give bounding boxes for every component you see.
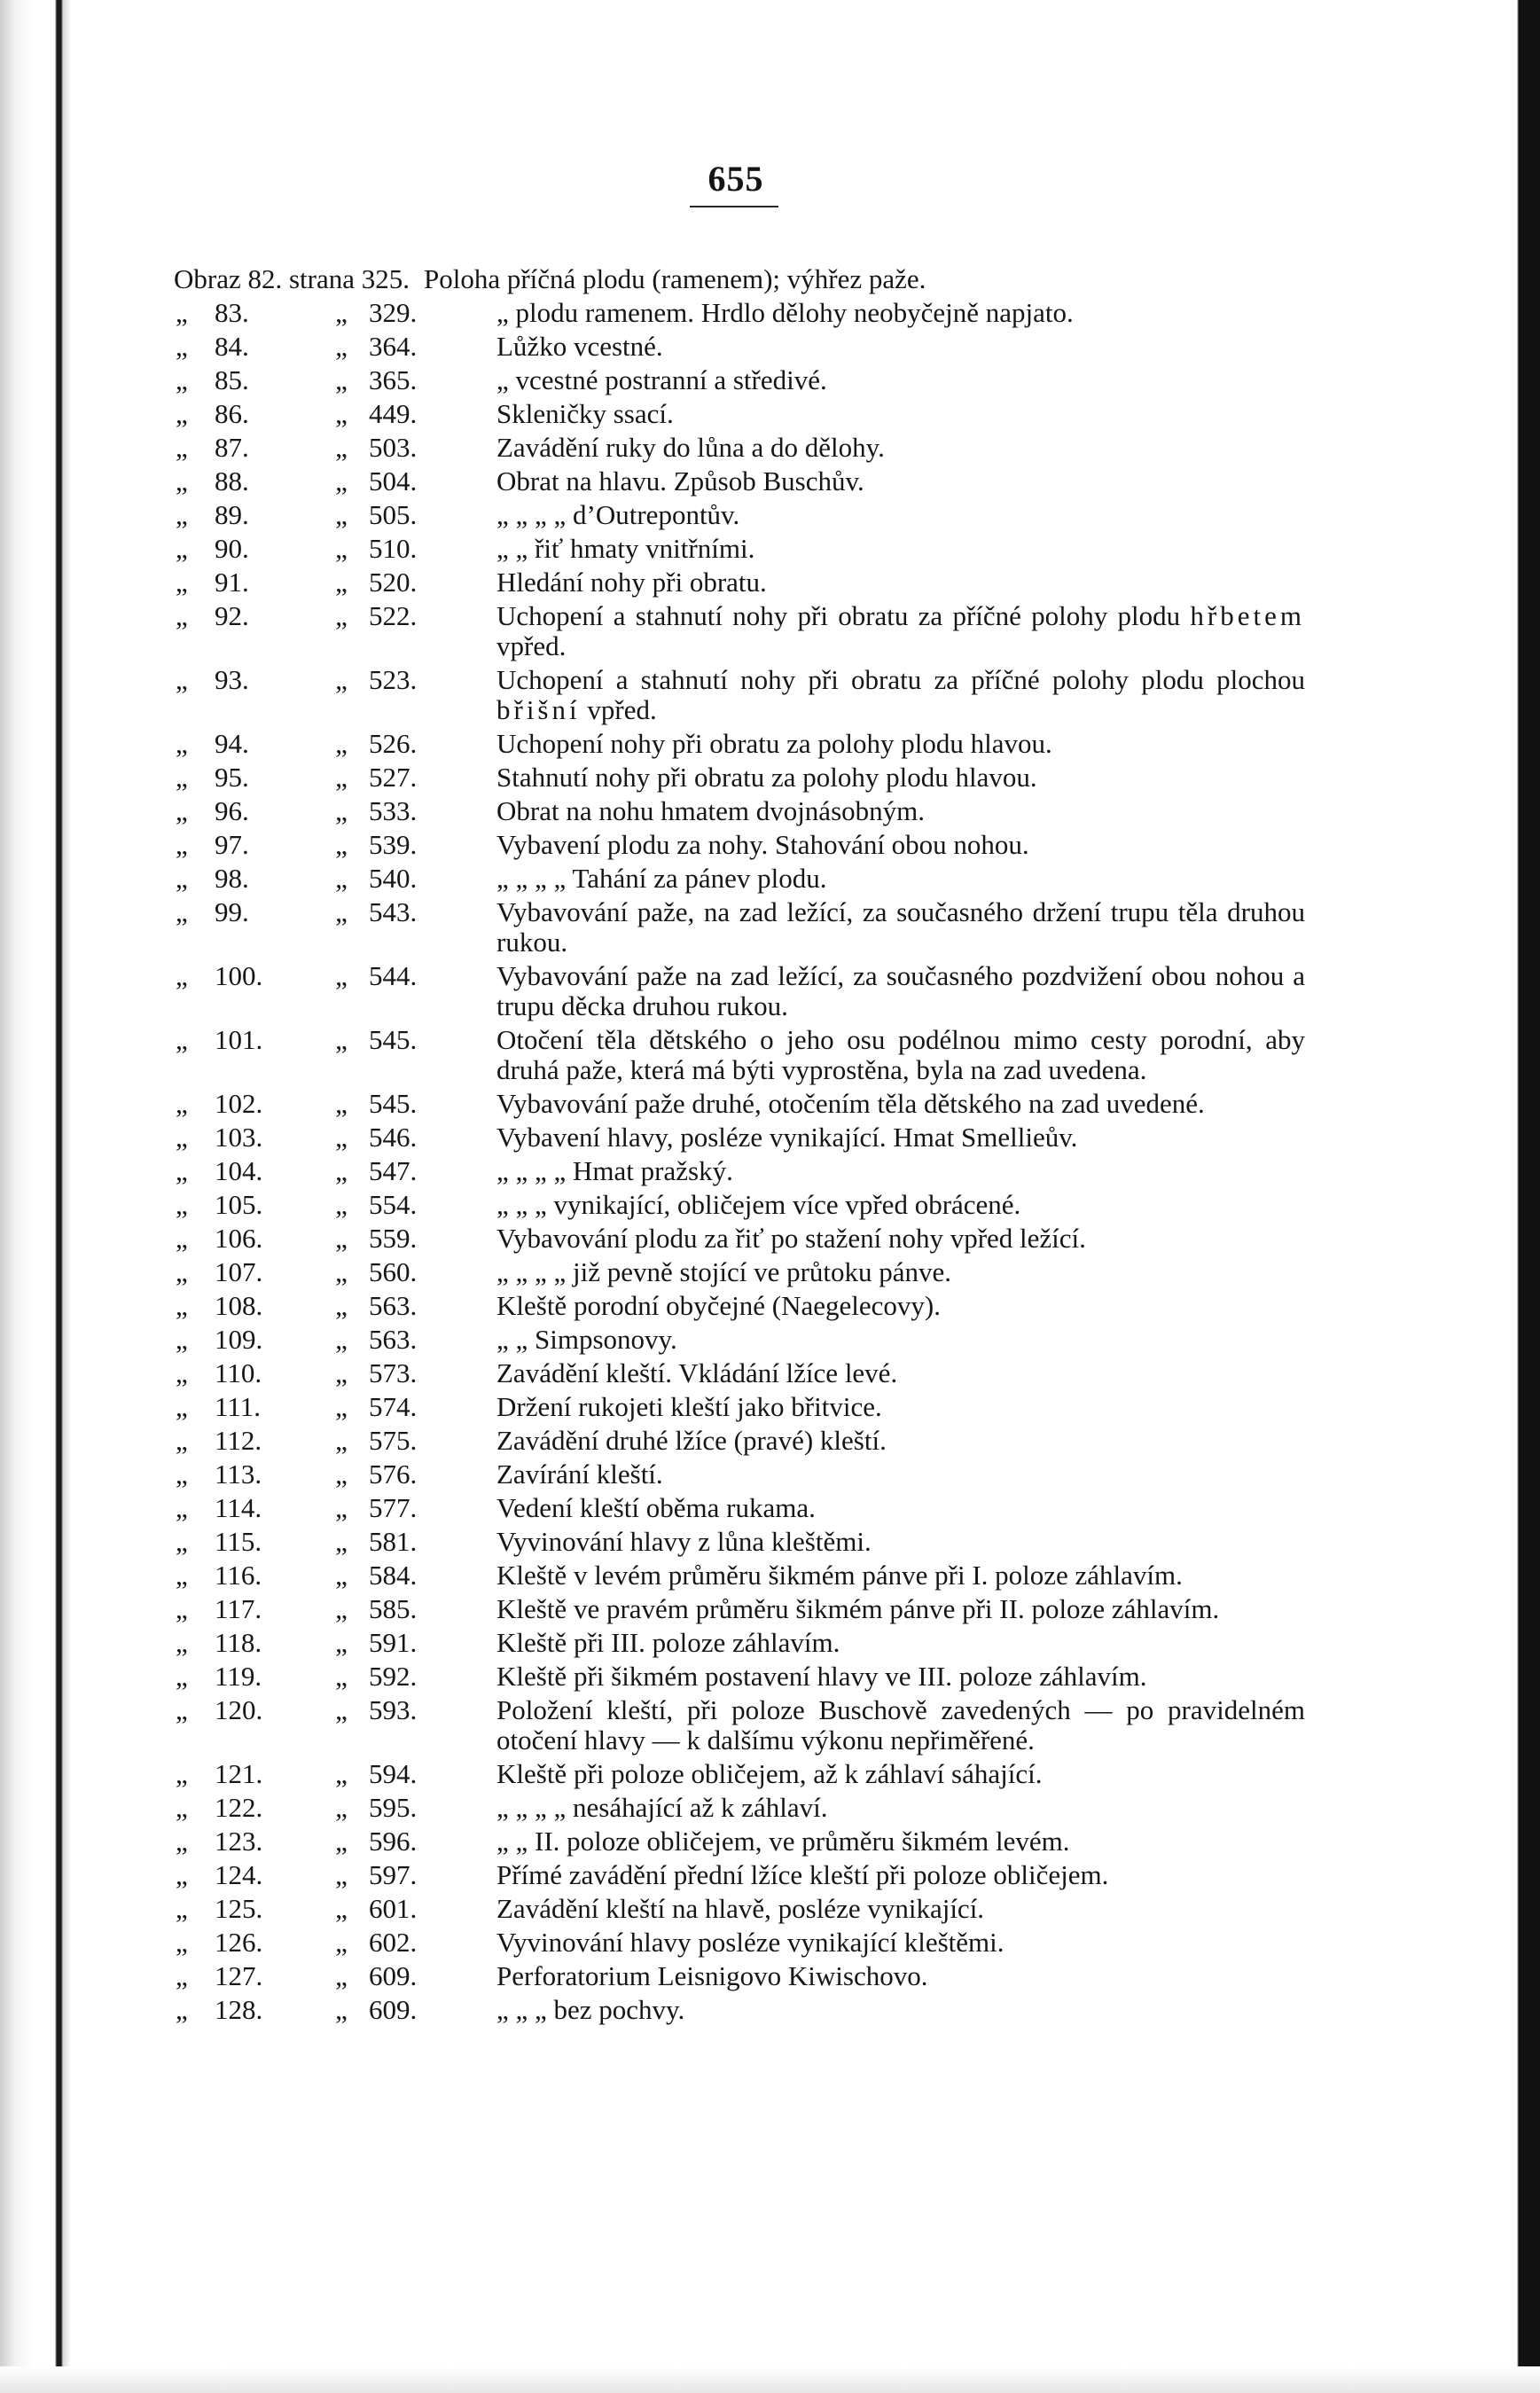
scan-bottom-edge [0,2366,1540,2393]
page-number: 655 [707,159,764,199]
figure-number: 83. [215,297,249,328]
ditto-mark: „ [176,1290,188,1321]
page-reference: 503. [369,432,418,463]
figure-entry [176,1695,1310,1756]
page-reference: 510. [369,533,418,564]
ditto-mark: „ [335,1927,348,1958]
figure-description: Vedení kleští oběma rukama. [496,1492,816,1523]
ditto-mark: „ [176,728,188,759]
page-reference: 505. [369,499,418,530]
figure-entry [176,1156,1310,1186]
ditto-mark: „ [335,1893,348,1924]
page-reference: 527. [369,762,418,793]
figure-description: Skleničky ssací. [496,398,674,429]
ditto-mark: „ [335,1960,348,1991]
figure-number: 112. [215,1425,262,1456]
figure-description: Uchopení a stahnutí nohy při obratu za příčné polohy plodu hřbetem vpřed. [496,600,1305,661]
figure-description: Kleště při poloze obličejem, až k záhlaví sáhající. [496,1758,1043,1789]
figure-description: „ „ „ „ nesáhající až k záhlaví. [496,1792,828,1823]
figure-number: 119. [215,1661,262,1692]
page-reference: 554. [369,1189,418,1220]
figure-description: „ vcestné postranní a středivé. [496,364,827,395]
page-reference: 533. [369,795,418,826]
ditto-mark: „ [176,1223,188,1254]
page-reference: 559. [369,1223,418,1254]
figure-number: 88. [215,465,249,497]
figure-number: 100. [215,960,263,991]
figure-description: Vybavování paže na zad ležící, za současného pozdvižení obou nohou a trupu děcka druhou rukou. [496,960,1305,1021]
figure-entry [176,399,1310,429]
page-reference: 576. [369,1458,418,1490]
figure-entry [176,796,1310,826]
page-reference: 539. [369,829,418,860]
figure-entry [176,830,1310,860]
ditto-mark: „ [176,600,188,631]
figure-entry [176,1594,1310,1624]
ditto-mark: „ [176,1859,188,1890]
figure-entry [176,567,1310,598]
ditto-mark: „ [335,1758,348,1789]
figure-number: 89. [215,499,249,530]
ditto-mark: „ [176,297,188,328]
ditto-mark: „ [176,664,188,695]
figure-index-list [176,264,1310,2029]
page-reference: 584. [369,1560,418,1591]
ditto-mark: „ [176,795,188,826]
figure-entry [176,1459,1310,1490]
page-reference: 547. [369,1155,418,1186]
figure-entry [176,1759,1310,1789]
figure-entry [176,1025,1310,1085]
figure-entry [176,1089,1310,1119]
figure-entry [176,1224,1310,1254]
figure-number: 98. [215,863,249,894]
figure-description: Poloha příčná plodu (ramenem); výhřez paže. [424,263,926,294]
ditto-mark: „ [335,1425,348,1456]
figure-description: „ „ Simpsonovy. [496,1324,677,1355]
ditto-mark: „ [335,465,348,497]
ditto-mark: „ [176,499,188,530]
figure-number: 115. [215,1526,262,1557]
figure-entry [176,500,1310,530]
figure-description: „ „ „ „ Tahání za pánev plodu. [496,863,827,894]
ditto-mark: „ [335,331,348,362]
figure-entry [176,665,1310,725]
ditto-mark: „ [335,728,348,759]
page-reference: 540. [369,863,418,894]
ditto-mark: „ [176,1627,188,1658]
page-reference: 365. [369,364,418,395]
ditto-mark: „ [176,1425,188,1456]
figure-entry [176,1826,1310,1857]
ditto-mark: „ [335,364,348,395]
ditto-mark: „ [335,1560,348,1591]
page-reference: 546. [369,1122,418,1153]
figure-number: 102. [215,1088,263,1119]
page-reference: 523. [369,664,418,695]
figure-number: 99. [215,896,249,927]
page-reference: 602. [369,1927,418,1958]
ditto-mark: „ [335,600,348,631]
ditto-mark: „ [335,1122,348,1153]
page-reference: 364. [369,331,418,362]
figure-description: Zavádění kleští. Vkládání lžíce levé. [496,1357,898,1388]
figure-entry [176,1793,1310,1823]
page-reference: 594. [369,1758,418,1789]
figure-entry [176,1122,1310,1153]
figure-number: 114. [215,1492,262,1523]
ditto-mark: „ [176,331,188,362]
figure-number: 103. [215,1122,263,1153]
emphasis-spaced: hřbetem [1190,600,1305,631]
ditto-mark: „ [176,1792,188,1823]
ditto-mark: „ [335,432,348,463]
ditto-mark: „ [335,795,348,826]
figure-entry [176,1560,1310,1591]
ditto-mark: „ [335,829,348,860]
figure-number: 85. [215,364,249,395]
figure-number: 110. [215,1357,262,1388]
figure-entry [176,897,1310,958]
ditto-mark: „ [176,1661,188,1692]
figure-description: Vyvinování hlavy z lůna kleštěmi. [496,1526,872,1557]
figure-number: 125. [215,1893,263,1924]
figure-number: 93. [215,664,249,695]
figure-description: Otočení těla dětského o jeho osu podélnou mimo cesty porodní, aby druhá paže, která má býti vyprostěna, byla na zad uvedena. [496,1024,1305,1085]
figure-description: Vyvinování hlavy posléze vynikající kleštěmi. [496,1927,1005,1958]
figure-description: Držení rukojeti kleští jako břitvice. [496,1391,882,1422]
ditto-mark: „ [335,1256,348,1287]
ditto-mark: „ [176,1694,188,1725]
figure-entry [176,1860,1310,1890]
page-reference: 543. [369,896,418,927]
figure-number: 116. [215,1560,262,1591]
figure-entry [176,1325,1310,1355]
figure-description: „ „ „ „ d’Outrepontův. [496,499,740,530]
emphasis-spaced: břišní [496,694,581,725]
ditto-mark: „ [176,533,188,564]
ditto-mark: „ [335,1826,348,1857]
figure-description: Vybavování plodu za řiť po stažení nohy vpřed ležící. [496,1223,1086,1254]
page-reference: 575. [369,1425,418,1456]
ditto-mark: „ [176,1560,188,1591]
page-reference: 577. [369,1492,418,1523]
figure-entry [176,1493,1310,1523]
figure-entry [176,365,1310,395]
figure-number: 128. [215,1994,263,2025]
figure-number: 104. [215,1155,263,1186]
figure-entry [176,1291,1310,1321]
figure-entry [176,729,1310,759]
figure-description: Položení kleští, při poloze Buschově zavedených — po pravidelném otočení hlavy — k dalšímu výkonu nepřiměřené. [496,1694,1305,1756]
page-reference: 585. [369,1593,418,1624]
ditto-mark: „ [176,1893,188,1924]
figure-entry [176,1995,1310,2025]
page-reference: 595. [369,1792,418,1823]
page-reference: 560. [369,1256,418,1287]
figure-entry [174,264,1310,294]
figure-number: 126. [215,1927,263,1958]
ditto-mark: „ [335,398,348,429]
figure-description: Vybavení hlavy, posléze vynikající. Hmat Smellieův. [496,1122,1078,1153]
ditto-mark: „ [335,1088,348,1119]
figure-number: 101. [215,1024,263,1055]
ditto-mark: „ [176,432,188,463]
figure-number: 90. [215,533,249,564]
figure-description: Vybavování paže druhé, otočením těla dětského na zad uvedené. [496,1088,1205,1119]
ditto-mark: „ [335,533,348,564]
figure-description: Kleště ve pravém průměru šikmém pánve při II. poloze záhlavím. [496,1593,1220,1624]
scan-right-edge [1505,0,1540,2393]
ditto-mark: „ [335,1994,348,2025]
figure-description: Kleště při šikmém postavení hlavy ve III. poloze záhlavím. [496,1661,1147,1692]
figure-entry [176,1928,1310,1958]
ditto-mark: „ [335,863,348,894]
figure-entry [176,961,1310,1021]
entry-prefix: Obraz 82. strana 325. [174,263,410,294]
figure-entry [176,298,1310,328]
figure-number: 87. [215,432,249,463]
figure-number: 122. [215,1792,263,1823]
page-reference: 522. [369,600,418,631]
figure-number: 127. [215,1960,263,1991]
ditto-mark: „ [176,1122,188,1153]
ditto-mark: „ [335,1324,348,1355]
figure-number: 118. [215,1627,262,1658]
figure-description: „ plodu ramenem. Hrdlo dělohy neobyčejně napjato. [496,297,1074,328]
ditto-mark: „ [176,829,188,860]
figure-description: Hledání nohy při obratu. [496,567,767,598]
ditto-mark: „ [335,1627,348,1658]
figure-number: 107. [215,1256,263,1287]
figure-number: 84. [215,331,249,362]
page-reference: 601. [369,1893,418,1924]
figure-description: „ „ „ „ Hmat pražský. [496,1155,733,1186]
figure-number: 108. [215,1290,263,1321]
figure-entry [176,1426,1310,1456]
figure-number: 105. [215,1189,263,1220]
figure-entry [176,1190,1310,1220]
ditto-mark: „ [176,762,188,793]
ditto-mark: „ [176,1324,188,1355]
figure-description: Kleště v levém průměru šikmém pánve při I. poloze záhlavím. [496,1560,1183,1591]
figure-description: „ „ II. poloze obličejem, ve průměru šikmém levém. [496,1826,1070,1857]
figure-entry [176,1392,1310,1422]
figure-description: „ „ „ vynikající, obličejem více vpřed obrácené. [496,1189,1021,1220]
ditto-mark: „ [335,1593,348,1624]
figure-number: 111. [215,1391,261,1422]
figure-number: 113. [215,1458,262,1490]
page-reference: 597. [369,1859,418,1890]
page-reference: 545. [369,1024,418,1055]
figure-description: Vybavení plodu za nohy. Stahování obou nohou. [496,829,1029,860]
page-reference: 449. [369,398,418,429]
page-number-rule [690,206,778,207]
ditto-mark: „ [176,1960,188,1991]
figure-number: 86. [215,398,249,429]
ditto-mark: „ [176,863,188,894]
ditto-mark: „ [176,1155,188,1186]
ditto-mark: „ [176,1024,188,1055]
figure-number: 95. [215,762,249,793]
figure-description: „ „ „ „ již pevně stojící ve průtoku pánve. [496,1256,952,1287]
figure-entry [176,1894,1310,1924]
page-reference: 609. [369,1994,418,2025]
figure-description: Lůžko vcestné. [496,331,663,362]
figure-description: Obrat na nohu hmatem dvojnásobným. [496,795,925,826]
ditto-mark: „ [335,896,348,927]
ditto-mark: „ [335,1859,348,1890]
figure-entry [176,466,1310,497]
ditto-mark: „ [335,1290,348,1321]
page-reference: 545. [369,1088,418,1119]
figure-number: 91. [215,567,249,598]
figure-entry [176,1257,1310,1287]
ditto-mark: „ [176,960,188,991]
page-reference: 592. [369,1661,418,1692]
figure-entry [176,1527,1310,1557]
figure-description: Zavádění kleští na hlavě, posléze vynikající. [496,1893,985,1924]
ditto-mark: „ [335,499,348,530]
ditto-mark: „ [176,1593,188,1624]
figure-number: 123. [215,1826,263,1857]
ditto-mark: „ [176,1526,188,1557]
ditto-mark: „ [335,1661,348,1692]
figure-entry [176,534,1310,564]
page-reference: 581. [369,1526,418,1557]
figure-description: Kleště při III. poloze záhlavím. [496,1627,840,1658]
figure-number: 109. [215,1324,263,1355]
page-reference: 596. [369,1826,418,1857]
ditto-mark: „ [335,1792,348,1823]
ditto-mark: „ [176,1826,188,1857]
ditto-mark: „ [176,1492,188,1523]
figure-description: Stahnutí nohy při obratu za polohy plodu hlavou. [496,762,1037,793]
figure-description: „ „ „ bez pochvy. [496,1994,685,2025]
ditto-mark: „ [335,1492,348,1523]
figure-description: Uchopení nohy při obratu za polohy plodu hlavou. [496,728,1052,759]
figure-entry [176,433,1310,463]
ditto-mark: „ [335,960,348,991]
figure-entry [176,762,1310,793]
figure-entry [176,1961,1310,1991]
figure-description: Perforatorium Leisnigovo Kiwischovo. [496,1960,928,1991]
figure-number: 96. [215,795,249,826]
figure-description: Obrat na hlavu. Způsob Buschův. [496,465,864,497]
ditto-mark: „ [176,1189,188,1220]
page-reference: 329. [369,297,418,328]
figure-entry [176,601,1310,661]
figure-description: Zavírání kleští. [496,1458,663,1490]
ditto-mark: „ [335,1189,348,1220]
figure-description: Zavádění druhé lžíce (pravé) kleští. [496,1425,887,1456]
ditto-mark: „ [176,1758,188,1789]
ditto-mark: „ [335,1024,348,1055]
page-reference: 544. [369,960,418,991]
ditto-mark: „ [335,1526,348,1557]
ditto-mark: „ [176,1256,188,1287]
ditto-mark: „ [335,1458,348,1490]
page-reference: 526. [369,728,418,759]
ditto-mark: „ [335,1223,348,1254]
ditto-mark: „ [176,896,188,927]
page-reference: 591. [369,1627,418,1658]
figure-entry [176,1662,1310,1692]
page-reference: 609. [369,1960,418,1991]
figure-description: Uchopení a stahnutí nohy při obratu za příčné polohy plodu plochou břišní vpřed. [496,664,1305,725]
page-reference: 593. [369,1694,418,1725]
ditto-mark: „ [176,1927,188,1958]
figure-number: 94. [215,728,249,759]
figure-number: 121. [215,1758,263,1789]
scan-left-edge [0,0,71,2393]
figure-number: 106. [215,1223,263,1254]
page-reference: 563. [369,1290,418,1321]
ditto-mark: „ [335,664,348,695]
page-reference: 573. [369,1357,418,1388]
ditto-mark: „ [176,364,188,395]
figure-description: Zavádění ruky do lůna a do dělohy. [496,432,885,463]
ditto-mark: „ [335,1357,348,1388]
figure-description: Vybavování paže, na zad ležící, za současného držení trupu těla druhou rukou. [496,896,1305,958]
figure-number: 92. [215,600,249,631]
figure-entry [176,1628,1310,1658]
ditto-mark: „ [335,1694,348,1725]
figure-number: 120. [215,1694,263,1725]
figure-description: Kleště porodní obyčejné (Naegelecovy). [496,1290,941,1321]
ditto-mark: „ [335,297,348,328]
ditto-mark: „ [176,398,188,429]
page-reference: 504. [369,465,418,497]
ditto-mark: „ [335,1391,348,1422]
ditto-mark: „ [176,1391,188,1422]
ditto-mark: „ [176,465,188,497]
ditto-mark: „ [335,1155,348,1186]
ditto-mark: „ [335,567,348,598]
figure-number: 124. [215,1859,263,1890]
page-reference: 520. [369,567,418,598]
ditto-mark: „ [176,1357,188,1388]
page-reference: 563. [369,1324,418,1355]
figure-entry [176,332,1310,362]
page-reference: 574. [369,1391,418,1422]
ditto-mark: „ [335,762,348,793]
ditto-mark: „ [176,1088,188,1119]
figure-description: „ „ řiť hmaty vnitřními. [496,533,755,564]
figure-number: 117. [215,1593,262,1624]
ditto-mark: „ [176,1458,188,1490]
figure-entry [176,1358,1310,1388]
figure-number: 97. [215,829,249,860]
figure-description: Přímé zavádění přední lžíce kleští při poloze obličejem. [496,1859,1109,1890]
ditto-mark: „ [176,1994,188,2025]
ditto-mark: „ [176,567,188,598]
figure-entry [176,864,1310,894]
